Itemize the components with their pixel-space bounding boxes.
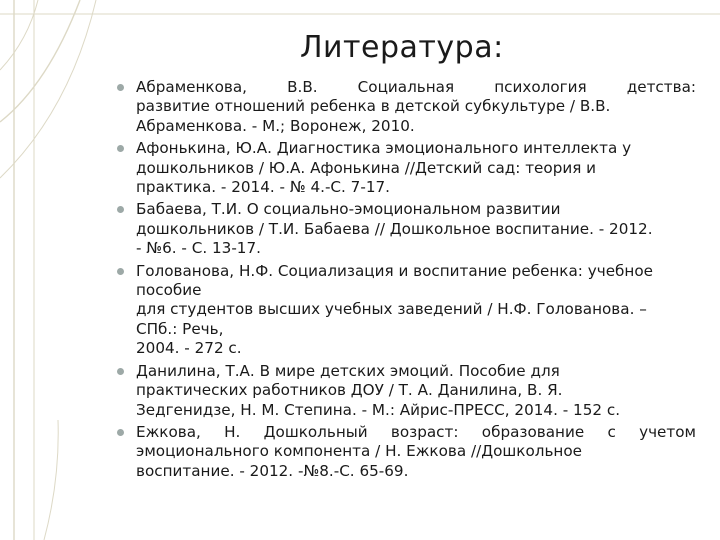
bullet-icon	[117, 268, 124, 275]
reference-item	[104, 139, 696, 197]
reference-item	[104, 423, 696, 481]
reference-line: развитие отношений ребенка в детской субкультуре / В.В.	[136, 97, 611, 116]
reference-item	[104, 200, 696, 258]
reference-line: практика. - 2014. - № 4.-С. 7-17.	[136, 178, 390, 197]
reference-line: Голованова, Н.Ф. Социализация и воспитание ребенка: учебное	[136, 261, 653, 280]
reference-line: Абраменкова. - М.; Воронеж, 2010.	[136, 116, 415, 135]
reference-item	[104, 262, 696, 359]
reference-line: воспитание. - 2012. -№8.-С. 65-69.	[136, 461, 409, 480]
bullet-icon	[117, 429, 124, 436]
reference-line: Афонькина, Ю.А. Диагностика эмоционального интеллекта у	[136, 139, 632, 158]
reference-item	[104, 78, 696, 136]
reference-item	[104, 362, 696, 420]
reference-line: 2004. - 272 с.	[136, 339, 242, 358]
reference-line: дошкольников / Т.И. Бабаева // Дошкольное воспитание. - 2012.	[136, 219, 653, 238]
reference-line: дошкольников / Ю.А. Афонькина //Детский сад: теория и	[136, 158, 597, 177]
reference-line: Зедгенидзе, Н. М. Степина. - М.: Айрис-ПРЕСС, 2014. - 152 с.	[136, 400, 621, 419]
reference-line: Бабаева, Т.И. О социально-эмоциональном развитии	[136, 200, 561, 219]
slide-title: Литература:	[300, 30, 504, 65]
reference-line: СПб.: Речь,	[136, 319, 224, 338]
bullet-icon	[117, 84, 124, 91]
bullet-icon	[117, 145, 124, 152]
reference-line: практических работников ДОУ / Т. А. Данилина, В. Я.	[136, 381, 563, 400]
reference-line: для студентов высших учебных заведений / Н.Ф. Голованова. –	[136, 300, 647, 319]
bullet-icon	[117, 206, 124, 213]
bullet-icon	[117, 368, 124, 375]
reference-line: Данилина, Т.А. В мире детских эмоций. Пособие для	[136, 361, 560, 380]
reference-list	[104, 78, 696, 481]
reference-line: Абраменкова, В.В. Социальная психология детства:	[136, 78, 696, 96]
reference-line: - №6. - С. 13-17.	[136, 239, 261, 258]
reference-line: пособие	[136, 281, 202, 300]
reference-line: эмоционального компонента / Н. Ежкова //Дошкольное	[136, 442, 582, 461]
reference-line: Ежкова, Н. Дошкольный возраст: образование с учетом	[136, 422, 696, 441]
